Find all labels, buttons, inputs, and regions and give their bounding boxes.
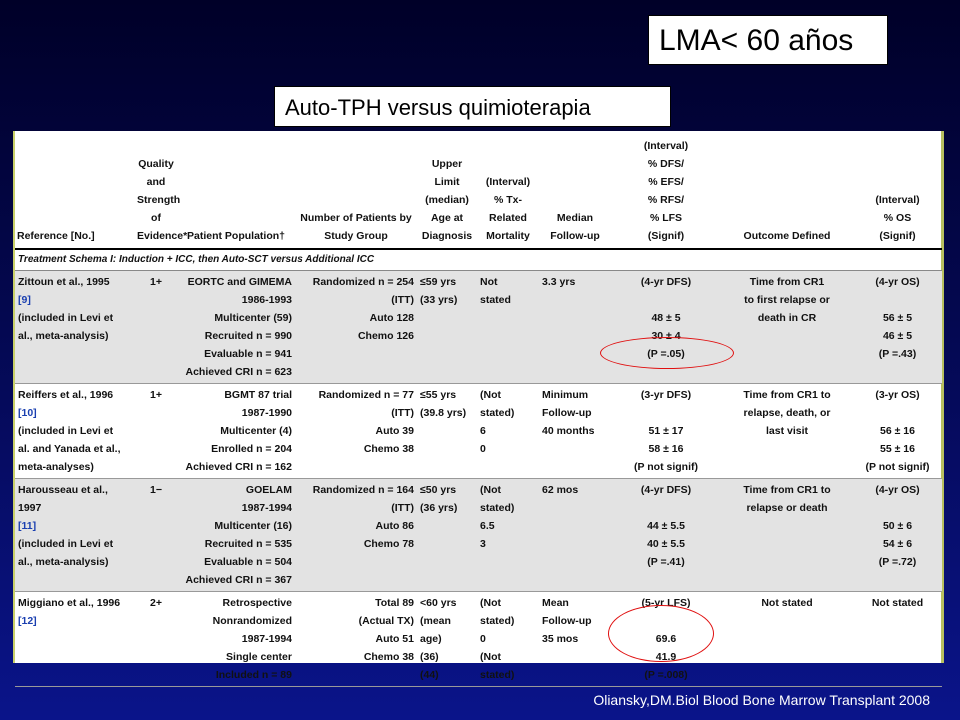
trm-cell: Not stated	[477, 271, 539, 384]
trm-cell: (Not stated) 6.5 3	[477, 479, 539, 592]
patients-cell: Total 89 (Actual TX) Auto 51 Chemo 38	[295, 592, 417, 687]
reference-authors: Harousseau et al., 1997	[18, 484, 108, 514]
evidence-table	[15, 131, 942, 687]
dfs-cell: (4-yr DFS) 48 ± 5 30 ± 4 (P =.05)	[611, 271, 721, 384]
quality-cell: 1+	[135, 271, 177, 384]
outcome-cell: Not stated	[721, 592, 853, 687]
quality-cell: 1+	[135, 384, 177, 479]
slide-title-box: LMA< 60 años	[648, 15, 888, 65]
os-cell: (4-yr OS) 56 ± 5 46 ± 5 (P =.43)	[853, 271, 942, 384]
reference-authors: Reiffers et al., 1996	[18, 389, 114, 401]
followup-cell: 62 mos	[539, 479, 611, 592]
header-quality: Quality and Strength of Evidence*	[135, 131, 177, 249]
table-header-row	[15, 131, 942, 249]
reference-cell	[15, 271, 135, 384]
table-row	[15, 271, 942, 384]
age-cell: ≤59 yrs (33 yrs)	[417, 271, 477, 384]
reference-authors: Miggiano et al., 1996	[18, 597, 121, 609]
reference-authors: Zittoun et al., 1995	[18, 276, 110, 288]
followup-cell: 3.3 yrs	[539, 271, 611, 384]
table-row	[15, 592, 942, 687]
trm-cell: (Not stated) 6 0	[477, 384, 539, 479]
outcome-cell: Time from CR1 to first relapse or death in CR	[721, 271, 853, 384]
reference-cell	[15, 479, 135, 592]
table-row	[15, 479, 942, 592]
outcome-cell: Time from CR1 to relapse or death	[721, 479, 853, 592]
slide-subtitle-box: Auto-TPH versus quimioterapia	[274, 86, 671, 127]
header-dfs: (Interval) % DFS/ % EFS/ % RFS/ % LFS (Signif)	[611, 131, 721, 249]
reference-number-link[interactable]: [12]	[18, 615, 37, 627]
reference-number-link[interactable]: [9]	[18, 294, 31, 306]
patients-cell: Randomized n = 77 (ITT) Auto 39 Chemo 38	[295, 384, 417, 479]
population-cell: GOELAM 1987-1994 Multicenter (16) Recruited n = 535 Evaluable n = 504 Achieved CRI n = 367	[177, 479, 295, 592]
reference-number-link[interactable]: [10]	[18, 407, 37, 419]
age-cell: ≤50 yrs (36 yrs)	[417, 479, 477, 592]
age-cell: ≤55 yrs (39.8 yrs)	[417, 384, 477, 479]
trm-cell: (Not stated) 0 (Not stated)	[477, 592, 539, 687]
outcome-cell: Time from CR1 to relapse, death, or last visit	[721, 384, 853, 479]
header-patients: Number of Patients by Study Group	[295, 131, 417, 249]
citation: Oliansky,DM.Biol Blood Bone Marrow Transplant 2008	[593, 692, 930, 708]
schema-row	[15, 249, 942, 271]
header-trm: (Interval) % Tx- Related Mortality	[477, 131, 539, 249]
header-os: (Interval) % OS (Signif)	[853, 131, 942, 249]
schema-label: Treatment Schema I: Induction + ICC, then Auto-SCT versus Additional ICC	[15, 249, 942, 271]
quality-cell: 1−	[135, 479, 177, 592]
population-cell: EORTC and GIMEMA 1986-1993 Multicenter (59) Recruited n = 990 Evaluable n = 941 Achieved CRI n = 623	[177, 271, 295, 384]
dfs-cell: (4-yr DFS) 44 ± 5.5 40 ± 5.5 (P =.41)	[611, 479, 721, 592]
patients-cell: Randomized n = 164 (ITT) Auto 86 Chemo 78	[295, 479, 417, 592]
reference-cell	[15, 592, 135, 687]
header-age: Upper Limit (median) Age at Diagnosis	[417, 131, 477, 249]
population-cell: Retrospective Nonrandomized 1987-1994 Single center Included n = 89	[177, 592, 295, 687]
dfs-cell: (5-yr LFS) 69.6 41.9 (P =.008)	[611, 592, 721, 687]
os-cell: Not stated	[853, 592, 942, 687]
followup-cell: Minimum Follow-up 40 months	[539, 384, 611, 479]
followup-cell: Mean Follow-up 35 mos	[539, 592, 611, 687]
age-cell: <60 yrs (mean age) (36) (44)	[417, 592, 477, 687]
header-outcome: Outcome Defined	[721, 131, 853, 249]
evidence-table-panel	[13, 131, 944, 681]
header-followup: Median Follow-up	[539, 131, 611, 249]
header-population: Patient Population†	[177, 131, 295, 249]
reference-number-link[interactable]: [11]	[18, 520, 37, 532]
reference-note: (included in Levi et al., meta-analysis)	[18, 312, 114, 342]
header-reference: Reference [No.]	[15, 131, 135, 249]
reference-note: (included in Levi et al. and Yanada et al., meta-analyses)	[18, 425, 121, 473]
os-cell: (3-yr OS) 56 ± 16 55 ± 16 (P not signif)	[853, 384, 942, 479]
reference-note: (included in Levi et al., meta-analysis)	[18, 538, 114, 568]
quality-cell: 2+	[135, 592, 177, 687]
reference-cell	[15, 384, 135, 479]
population-cell: BGMT 87 trial 1987-1990 Multicenter (4) Enrolled n = 204 Achieved CRI n = 162	[177, 384, 295, 479]
table-row	[15, 384, 942, 479]
dfs-cell: (3-yr DFS) 51 ± 17 58 ± 16 (P not signif)	[611, 384, 721, 479]
os-cell: (4-yr OS) 50 ± 6 54 ± 6 (P =.72)	[853, 479, 942, 592]
patients-cell: Randomized n = 254 (ITT) Auto 128 Chemo 126	[295, 271, 417, 384]
